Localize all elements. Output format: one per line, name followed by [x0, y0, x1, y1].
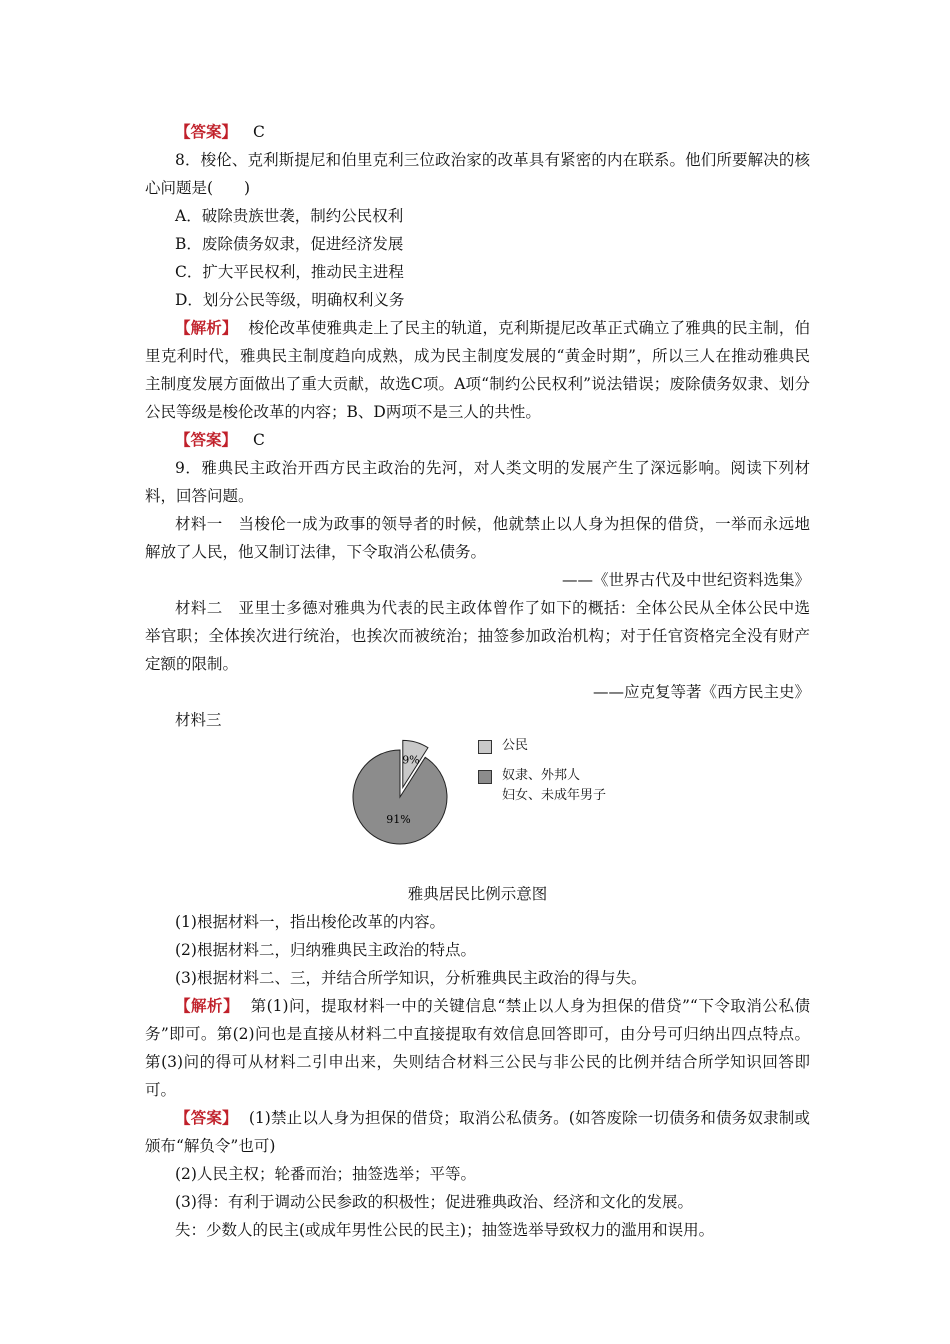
pie-label-others: 91% [386, 812, 411, 826]
legend-swatch-others [478, 770, 492, 784]
q8-option-a: A．破除贵族世袭，制约公民权利 [175, 207, 404, 225]
document-page [145, 118, 810, 1244]
analysis-tag: 【解析】 [175, 996, 240, 1015]
chart-legend [478, 736, 606, 816]
q9-source2: ——应克复等著《西方民主史》 [592, 683, 810, 701]
q9-material2: 材料二 亚里士多德对雅典为代表的民主政体曾作了如下的概括：全体公民从全体公民中选举官职；全体挨次进行统治，也挨次而被统治；抽签参加政治机构；对于任官资格完全没有财产定额的限制。 [145, 599, 810, 673]
q8-option-b: B．废除债务奴隶，促进经济发展 [175, 235, 404, 253]
q8-option-d: D．划分公民等级，明确权利义务 [175, 291, 405, 309]
q8-answer-line [145, 426, 810, 454]
analysis-tag: 【解析】 [175, 318, 238, 337]
q9-answer-1 [145, 1104, 810, 1160]
pie-slice-others [353, 750, 447, 844]
answer-tag: 【答案】 [175, 1108, 238, 1127]
legend-label-others-line1: 奴隶、外邦人 [502, 768, 581, 783]
q8-analysis-text: 梭伦改革使雅典走上了民主的轨道，克利斯提尼改革正式确立了雅典的民主制，伯里克利时代，雅典民主制度趋向成熟，成为民主制度发展的“黄金时期”，所以三人在推动雅典民主制度发展方面做出了重大贡献，故选C项。A项“制约公民权利”说法错误；废除债务奴隶、划分公民等级是梭伦改革的内容；B、D两项不是三人的共性。 [145, 319, 810, 421]
legend-swatch-citizens [478, 740, 492, 754]
q9-answer-2: (2)人民主权；轮番而治；抽签选举；平等。 [175, 1165, 476, 1183]
pie-label-citizens: 9% [402, 753, 420, 767]
q9-material1: 材料一 当梭伦一成为政事的领导者的时候，他就禁止以人身为担保的借贷，一举而永远地解放了人民，他又制订法律，下令取消公私债务。 [145, 515, 810, 561]
q8-analysis [145, 314, 810, 426]
q8-answer-value: C [253, 431, 265, 449]
q7-answer-value: C [253, 123, 265, 141]
legend-label-citizens: 公民 [502, 738, 529, 753]
q7-answer-line [145, 118, 810, 146]
q9-analysis [145, 992, 810, 1104]
legend-label-others-line2: 妇女、未成年男子 [502, 788, 607, 803]
pie-chart [145, 734, 810, 876]
answer-tag: 【答案】 [175, 430, 238, 449]
q9-answer-1-text: (1)禁止以人身为担保的借贷；取消公私债务。(如答废除一切债务和债务奴隶制或颁布“解负令”也可) [145, 1109, 810, 1155]
answer-tag: 【答案】 [175, 122, 238, 141]
q8-stem: 8．梭伦、克利斯提尼和伯里克利三位政治家的改革具有紧密的内在联系。他们所要解决的核心问题是( ) [145, 151, 810, 197]
q9-answer-3: (3)得：有利于调动公民参政的积极性；促进雅典政治、经济和文化的发展。 [175, 1193, 693, 1211]
chart-caption: 雅典居民比例示意图 [407, 885, 548, 903]
q9-answer-4: 失：少数人的民主(或成年男性公民的民主)；抽签选举导致权力的滥用和误用。 [175, 1221, 715, 1239]
q9-question-2: (2)根据材料二，归纳雅典民主政治的特点。 [175, 941, 476, 959]
q9-question-3: (3)根据材料二、三，并结合所学知识，分析雅典民主政治的得与失。 [175, 969, 647, 987]
q9-question-1: (1)根据材料一，指出梭伦改革的内容。 [175, 913, 445, 931]
pie-chart-svg [350, 734, 470, 852]
q9-analysis-text: 第(1)问，提取材料一中的关键信息“禁止以人身为担保的借贷”“下令取消公私债务”即可。第(2)问也是直接从材料二中直接提取有效信息回答即可，由分号可归纳出四点特点。第(3)问的得可从材料二引申出来，失则结合材料三公民与非公民的比例并结合所学知识回答即可。 [145, 997, 810, 1099]
q9-stem: 9．雅典民主政治开西方民主政治的先河，对人类文明的发展产生了深远影响。阅读下列材料，回答问题。 [145, 459, 810, 505]
q8-option-c: C．扩大平民权利，推动民主进程 [175, 263, 404, 281]
legend-item-citizens [478, 736, 606, 756]
q9-material3-label: 材料三 [175, 711, 222, 729]
legend-item-others [478, 766, 606, 806]
q9-source1: ——《世界古代及中世纪资料选集》 [561, 571, 810, 589]
